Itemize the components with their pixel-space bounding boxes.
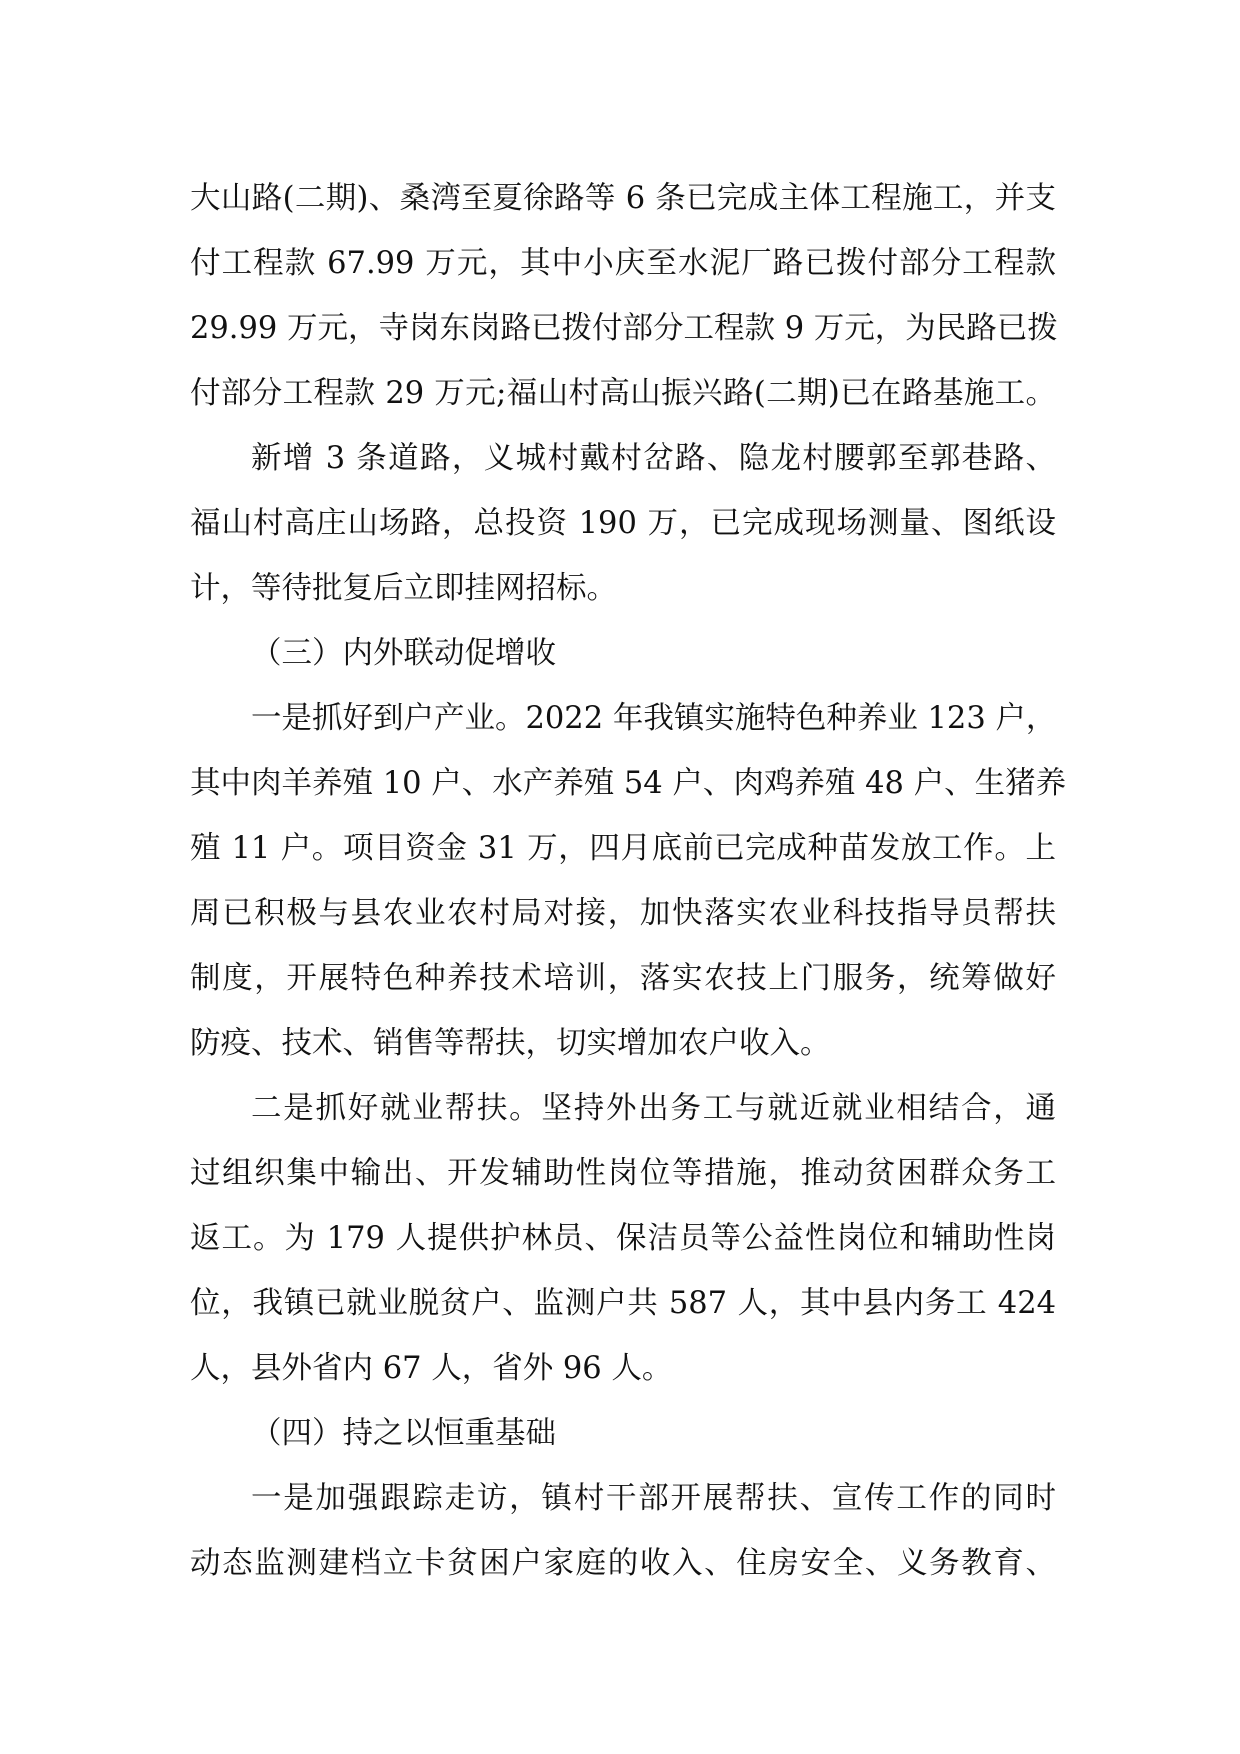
document-body — [190, 166, 1067, 1596]
section-heading: （四）持之以恒重基础 — [251, 1416, 556, 1451]
paragraph-line: 计，等待批复后立即挂网招标。 — [190, 571, 617, 606]
section-heading: （三）内外联动促增收 — [251, 636, 556, 671]
paragraph-line: 防疫、技术、销售等帮扶，切实增加农户收入。 — [190, 1026, 831, 1061]
paragraph-line: 大山路(二期)、桑湾至夏徐路等 6 条已完成主体工程施工，并支 — [190, 181, 1056, 216]
paragraph-line: 殖 11 户。项目资金 31 万，四月底前已完成种苗发放工作。上 — [190, 831, 1056, 866]
paragraph-line: 二是抓好就业帮扶。坚持外出务工与就近就业相结合，通 — [251, 1091, 1056, 1126]
paragraph-line: 一是抓好到户产业。2022 年我镇实施特色种养业 123 户， — [251, 701, 1057, 736]
paragraph-line: 付工程款 67.99 万元，其中小庆至水泥厂路已拨付部分工程款 — [190, 246, 1056, 281]
paragraph-line: 付部分工程款 29 万元;福山村高山振兴路(二期)已在路基施工。 — [190, 376, 1056, 411]
paragraph-line: 周已积极与县农业农村局对接，加快落实农业科技指导员帮扶 — [190, 896, 1056, 931]
paragraph-line: 返工。为 179 人提供护林员、保洁员等公益性岗位和辅助性岗 — [190, 1221, 1056, 1256]
paragraph-line: 29.99 万元，寺岗东岗路已拨付部分工程款 9 万元，为民路已拨 — [190, 311, 1058, 346]
paragraph-line: 位，我镇已就业脱贫户、监测户共 587 人，其中县内务工 424 — [190, 1286, 1056, 1321]
paragraph-line: 其中肉羊养殖 10 户、水产养殖 54 户、肉鸡养殖 48 户、生猪养 — [190, 766, 1067, 801]
paragraph-line: 福山村高庄山场路，总投资 190 万，已完成现场测量、图纸设 — [190, 506, 1056, 541]
paragraph-line: 人，县外省内 67 人，省外 96 人。 — [190, 1351, 673, 1386]
paragraph-line: 一是加强跟踪走访，镇村干部开展帮扶、宣传工作的同时 — [251, 1481, 1056, 1516]
paragraph-line: 过组织集中输出、开发辅助性岗位等措施，推动贫困群众务工 — [190, 1156, 1056, 1191]
paragraph-line: 制度，开展特色种养技术培训，落实农技上门服务，统筹做好 — [190, 961, 1056, 996]
paragraph-line: 新增 3 条道路，义城村戴村岔路、隐龙村腰郭至郭巷路、 — [251, 441, 1056, 476]
paragraph-line: 动态监测建档立卡贫困户家庭的收入、住房安全、义务教育、 — [190, 1546, 1056, 1581]
